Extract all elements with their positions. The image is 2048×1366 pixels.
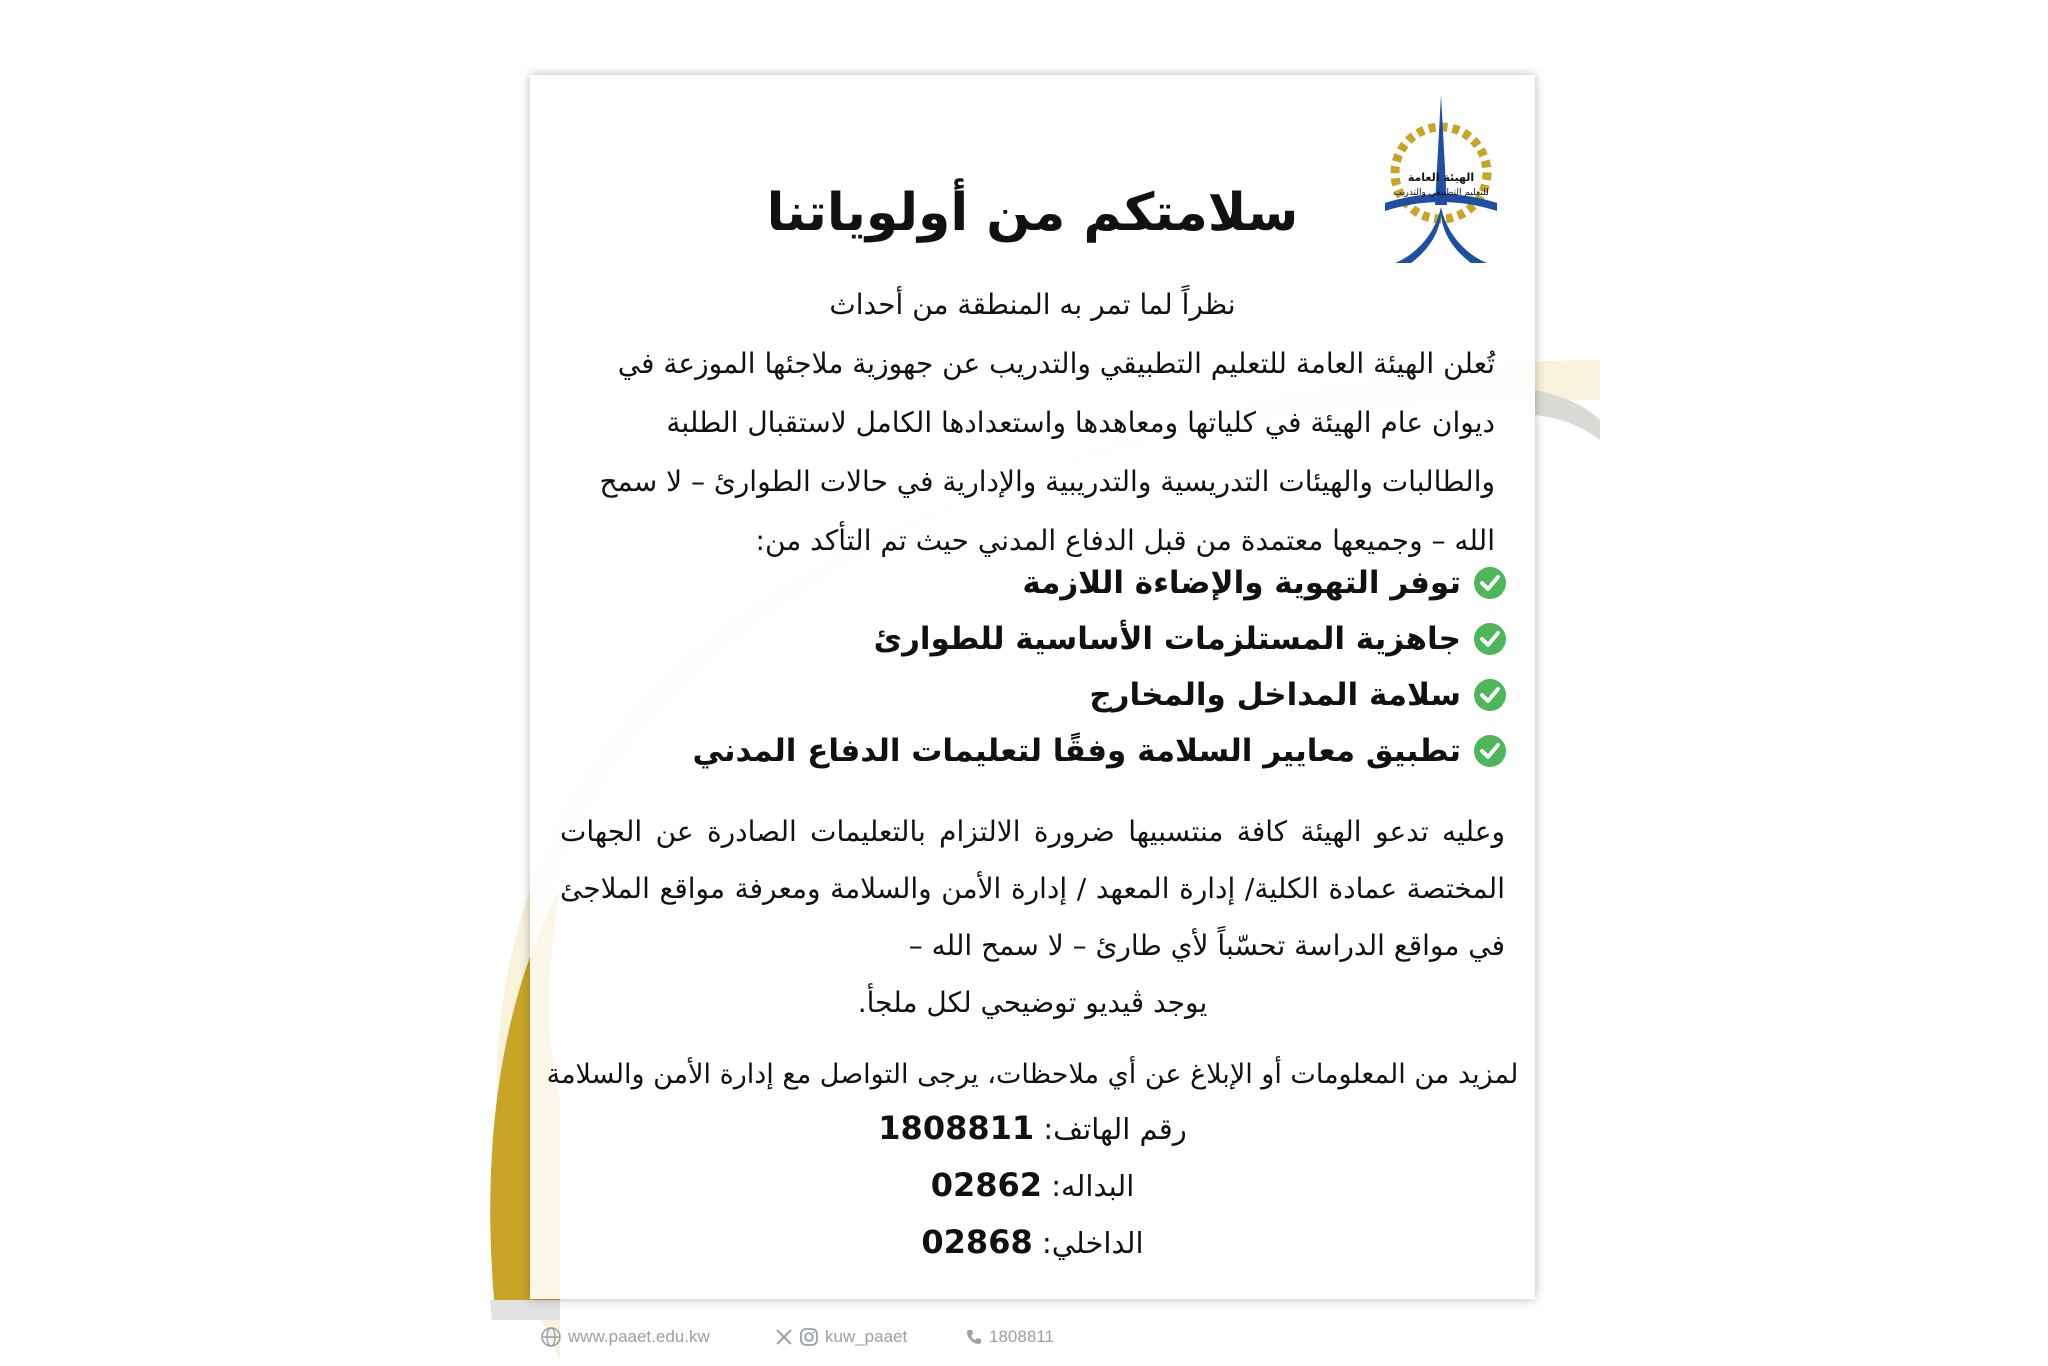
- logo-text-line1: الهيئة العامة: [1407, 171, 1475, 184]
- switchboard-value: 02862: [930, 1166, 1043, 1204]
- globe-icon: [540, 1326, 562, 1348]
- call-to-action-text: وعليه تدعو الهيئة كافة منتسبيها ضرورة الالتزام بالتعليمات الصادرة عن الجهات المختصة عمادة الكلية/ إدارة المعهد / إدارة الأمن والسلامة ومعرفة مواقع الملاجئ في مواقع الدراسة تحسّباً لأي طارئ – لا سمح الله –: [560, 815, 1505, 962]
- logo-text-line2: للتعليم التطبيقي والتدريب: [1393, 188, 1489, 198]
- x-icon: [775, 1328, 793, 1346]
- phone-icon: [965, 1328, 983, 1346]
- check-circle-icon: [1473, 734, 1507, 768]
- video-note: يوجد ڤيديو توضيحي لكل ملجأ.: [857, 986, 1208, 1019]
- check-circle-icon: [1473, 678, 1507, 712]
- call-to-action-paragraph: [560, 803, 1505, 1031]
- check-label: جاهزية المستلزمات الأساسية للطوارئ: [873, 621, 1461, 657]
- switchboard-label: البداله:: [1051, 1169, 1135, 1203]
- check-circle-icon: [1473, 566, 1507, 600]
- check-circle-icon: [1473, 622, 1507, 656]
- page-title: سلامتكم من أولوياتنا: [766, 183, 1299, 243]
- footer-phone[interactable]: [965, 1322, 1054, 1352]
- phone-label: رقم الهاتف:: [1043, 1112, 1187, 1146]
- intro-paragraph: [570, 275, 1495, 570]
- checklist: [560, 555, 1507, 779]
- internal-row: [530, 1214, 1535, 1271]
- check-label: سلامة المداخل والمخارج: [1089, 677, 1461, 713]
- list-item: [560, 611, 1507, 667]
- footer-phone-number[interactable]: 1808811: [989, 1327, 1054, 1346]
- intro-line-2: تُعلن الهيئة العامة للتعليم التطبيقي والتدريب عن جهوزية ملاجئها الموزعة في ديوان عام الهيئة في كلياتها ومعاهدها واستعدادها الكامل لاستقبال الطلبة والطالبات والهيئات التدريسية والتدريبية والإدارية في حالات الطوارئ – لا سمح الله – وجميعها معتمدة من قبل الدفاع المدني حيث تم التأكد من:: [599, 347, 1495, 557]
- website-link[interactable]: www.paaet.edu.kw: [568, 1327, 710, 1346]
- footer-social[interactable]: [775, 1322, 907, 1352]
- intro-line-1: نظراً لما تمر به المنطقة من أحداث: [829, 288, 1236, 321]
- contact-section: [530, 1050, 1535, 1271]
- list-item: [560, 667, 1507, 723]
- footer-website[interactable]: [540, 1322, 710, 1352]
- phone-value[interactable]: 1808811: [878, 1109, 1035, 1147]
- list-item: [560, 555, 1507, 611]
- list-item: [560, 723, 1507, 779]
- instagram-icon: [799, 1327, 819, 1347]
- internal-label: الداخلي:: [1041, 1226, 1144, 1260]
- internal-value: 02868: [921, 1223, 1033, 1261]
- phone-row: [530, 1100, 1535, 1157]
- announcement-card: [530, 75, 1535, 1299]
- check-label: توفر التهوية والإضاءة اللازمة: [1022, 565, 1461, 601]
- social-handle[interactable]: kuw_paaet: [825, 1327, 908, 1346]
- switchboard-row: [530, 1157, 1535, 1214]
- contact-note: لمزيد من المعلومات أو الإبلاغ عن أي ملاحظات، يرجى التواصل مع إدارة الأمن والسلامة: [546, 1059, 1519, 1090]
- check-label: تطبيق معايير السلامة وفقًا لتعليمات الدفاع المدني: [692, 733, 1461, 769]
